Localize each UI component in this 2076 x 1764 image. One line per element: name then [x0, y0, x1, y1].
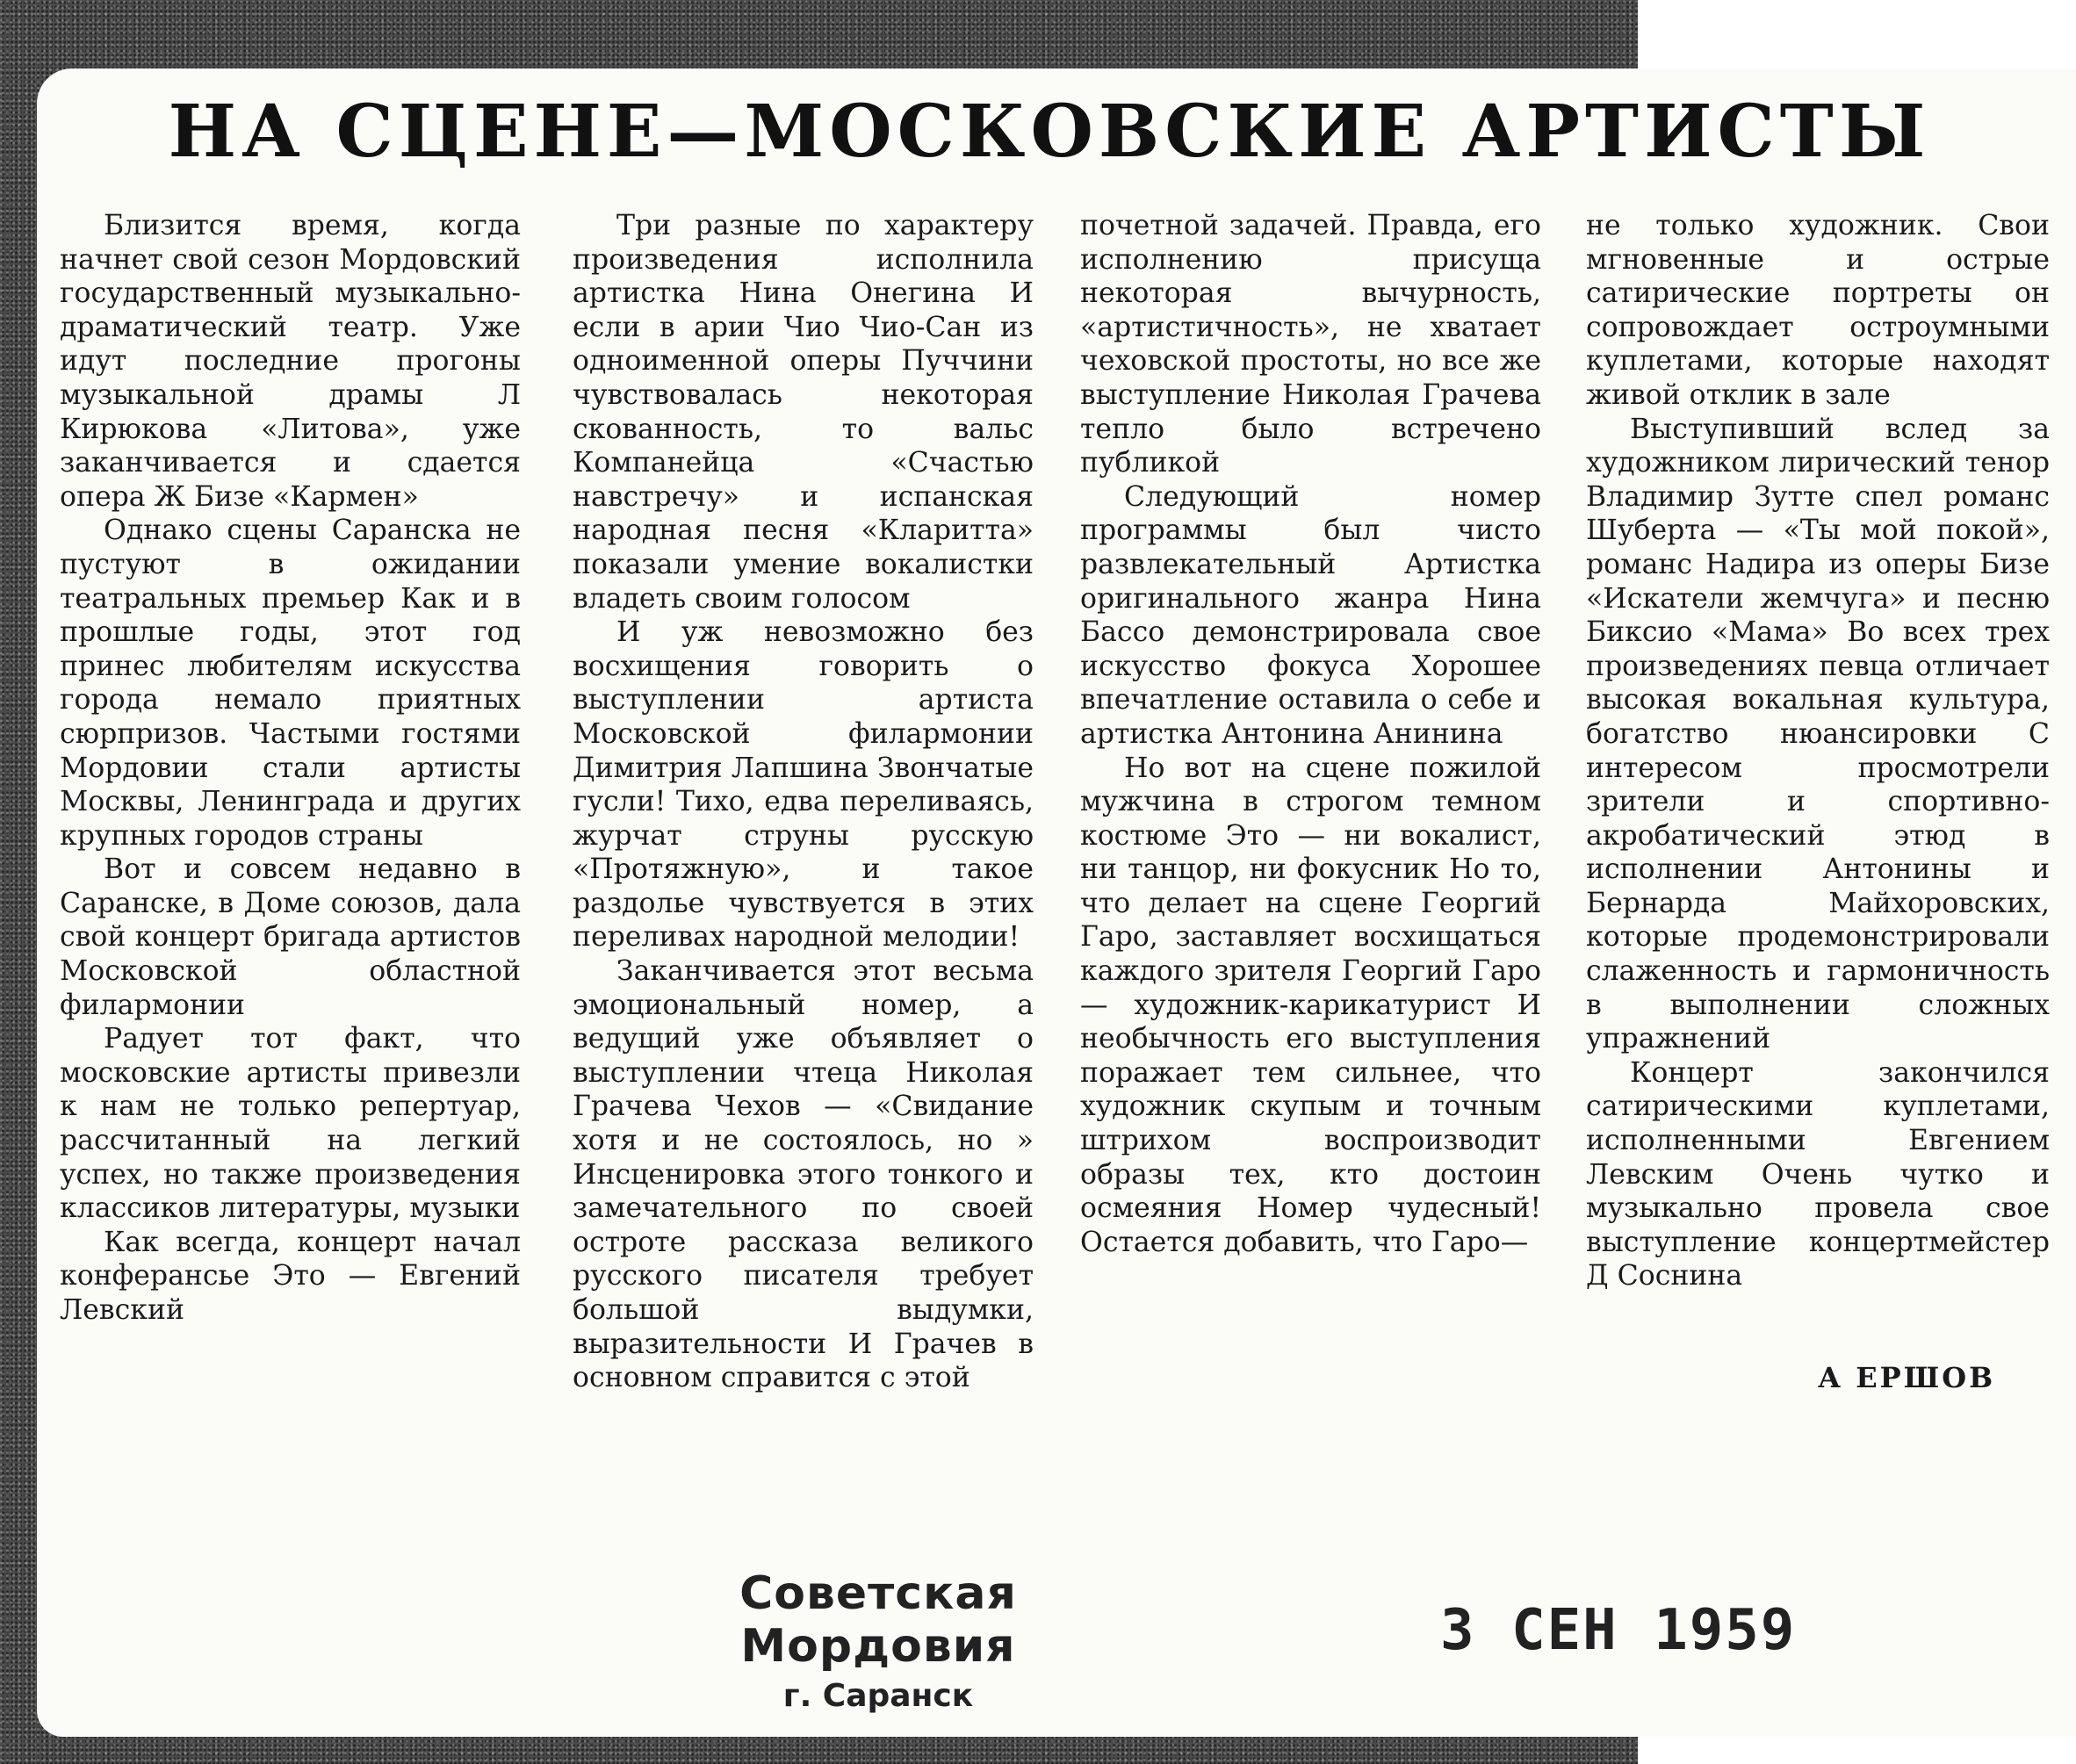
paragraph: не только художник. Свои мгновенные и острые сатирические портреты он сопровождает остроумными куплетами, которые находят живой отклик в зале: [1586, 210, 2050, 411]
paragraph: Как всегда, концерт начал конферансье Это — Евгений Левский: [60, 1226, 521, 1326]
article-column-4: [1586, 209, 2050, 1293]
author-signature: А ЕРШОВ: [1818, 1361, 1996, 1394]
newspaper-name: Советская Мордовия: [739, 1567, 1017, 1673]
paragraph: Концерт закончился сатирическими куплетами, исполненными Евгением Левским Очень чутко и музыкально провела свое выступление концертмейстер Д Соснина: [1586, 1056, 2050, 1292]
newspaper-masthead-stamp: [615, 1567, 1142, 1714]
paragraph: И уж невозможно без восхищения говорить о выступлении артиста Московской филармонии Димитрия Лапшина Звончатые гусли! Тихо, едва переливаясь, журчат струны русскую «Протяжную», и такое раздолье чувствуется в этих переливах народной мелодии!: [573, 616, 1034, 954]
scanner-margin-top: [1638, 0, 2076, 70]
paragraph: Радует тот факт, что московские артисты привезли к нам не только репертуар, рассчитанный на легкий успех, но также произведения классиков литературы, музыки: [60, 1023, 521, 1225]
headline-banner: [158, 83, 1941, 180]
paragraph: почетной задачей. Правда, его исполнению присуща некоторая вычурность, «артистичность», не хватает чеховской простоты, но все же выступление Николая Грачева тепло было встречено публикой: [1080, 210, 1541, 479]
scanner-margin-bottom: [1638, 1734, 2076, 1764]
paragraph: Близится время, когда начнет свой сезон Мордовский государственный музыкально-драматический театр. Уже идут последние прогоны музыкальной драмы Л Кирюкова «Литова», уже заканчивается и сдается опера Ж Бизе «Кармен»: [60, 210, 521, 513]
date-stamp: 3 СЕН 1959: [1440, 1598, 1797, 1663]
newspaper-city: г. Саранск: [782, 1678, 974, 1714]
article-column-2: [573, 209, 1034, 1395]
paragraph: Вот и совсем недавно в Саранске, в Доме союзов, дала свой концерт бригада артистов Московской областной филармонии: [60, 853, 521, 1021]
paragraph: Следующий номер программы был чисто развлекательный Артистка оригинального жанра Нина Бассо демонстрировала свое искусство фокуса Хорошее впечатление оставила о себе и артистка Антонина Анинина: [1080, 480, 1541, 750]
paragraph: Заканчивается этот весьма эмоциональный номер, а ведущий уже объявляет о выступлении чтеца Николая Грачева Чехов — «Свидание хотя и не состоялось, но » Инсценировка этого тонкого и замечательного по своей остроте рассказа великого русского писателя требует большой выдумки, выразительности И Грачев в основном справится с этой: [573, 955, 1034, 1394]
paragraph: Выступивший вслед за художником лирический тенор Владимир Зутте спел романс Шуберта — «Ты мой покой», романс Надира из оперы Бизе «Искатели жемчуга» и песню Биксио «Мама» Во всех трех произведениях певца отличает высокая вокальная культура, богатство нюансировки С интересом просмотрели зрители и спортивно-акробатический этюд в исполнении Антонины и Бернарда Майхоровских, которые продемонстрировали слаженность и гармоничность в выполнении сложных упражнений: [1586, 413, 2050, 1055]
headline: НА СЦЕНЕ—МОСКОВСКИЕ АРТИСТЫ: [168, 90, 1931, 174]
paragraph: Однако сцены Саранска не пустуют в ожидании театральных премьер Как и в прошлые годы, этот год принес любителям искусства города немало приятных сюрпризов. Частыми гостями Мордовии стали артисты Москвы, Ленинграда и других крупных городов страны: [60, 515, 521, 852]
paragraph: Три разные по характеру произведения исполнила артистка Нина Онегина И если в арии Чио Чио-Сан из одноименной оперы Пуччини чувствовалась некоторая скованность, то вальс Компанейца «Счастью навстречу» и испанская народная песня «Кларитта» показали умение вокалистки владеть своим голосом: [573, 210, 1034, 615]
article-column-3: [1080, 209, 1541, 1259]
paragraph: Но вот на сцене пожилой мужчина в строгом темном костюме Это — ни вокалист, ни танцор, ни фокусник Но то, что делает на сцене Георгий Гаро, заставляет восхищаться каждого зрителя Георгий Гаро — художник-карикатурист И необычность его выступления поражает тем сильнее, что художник скупым и точным штрихом воспроизводит образы тех, кто достоин осмеяния Номер чудесный! Остается добавить, что Гаро—: [1080, 752, 1541, 1258]
article-column-1: [60, 209, 521, 1328]
